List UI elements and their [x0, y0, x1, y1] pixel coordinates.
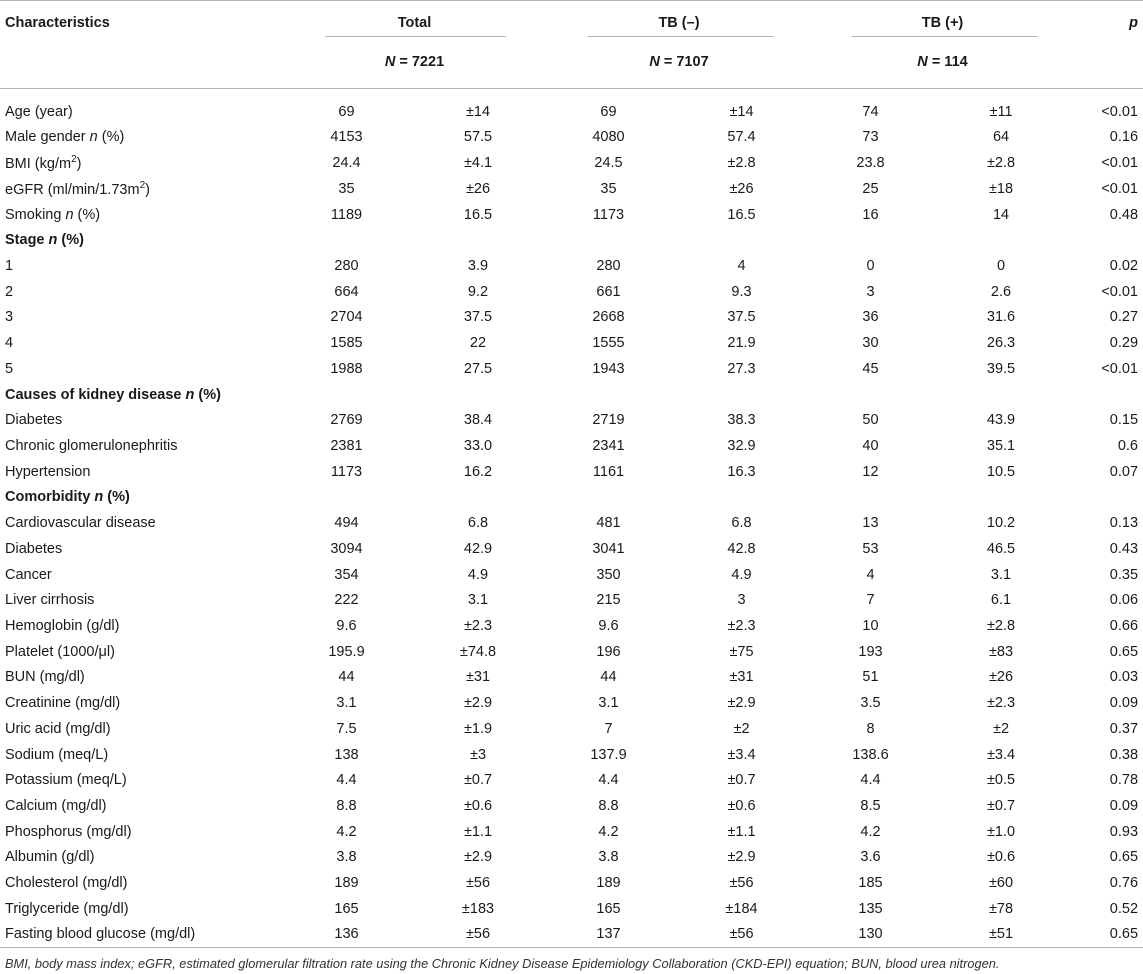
cell-value: 138.6	[852, 746, 889, 763]
row-label: Cholesterol (mg/dl)	[5, 875, 128, 892]
row-label: Diabetes	[5, 540, 63, 557]
table-row	[0, 716, 1143, 742]
cell-p-value: 0.27	[1109, 309, 1139, 326]
cell-value: ±2.3	[463, 618, 493, 635]
header-group-tb-positive-label: TB (+)	[921, 15, 964, 31]
header-group-total	[283, 1, 546, 37]
table-footnote: BMI, body mass index; eGFR, estimated glomerular filtration rate using the Chronic Kidney Disease Epidemiology Collaboration (CKD-EPI) equation; BUN, blood urea nitrogen.	[5, 956, 1000, 971]
cell-value: 1161	[592, 463, 625, 480]
cell-value: ±3	[469, 746, 487, 763]
cell-value: ±0.6	[463, 798, 493, 815]
row-label: Fasting blood glucose (mg/dl)	[5, 926, 196, 943]
cell-p-value: 0.78	[1109, 772, 1139, 789]
row-label: 4	[5, 335, 14, 352]
cell-value: 9.6	[598, 618, 619, 635]
cell-value: 195.9	[328, 643, 365, 660]
cell-value: 0	[996, 257, 1006, 274]
cell-value: 25	[862, 180, 879, 197]
cell-value: ±31	[465, 669, 491, 686]
cell-value: 40	[862, 437, 879, 454]
cell-value: ±14	[729, 103, 754, 120]
cell-value: 1173	[592, 206, 625, 223]
table-row	[0, 819, 1143, 845]
cell-value: 3.5	[860, 695, 881, 712]
cell-value: ±14	[465, 103, 491, 120]
row-label: 3	[5, 309, 14, 326]
table-row	[0, 510, 1143, 536]
cell-value: 137	[596, 926, 621, 943]
cell-value: ±83	[988, 643, 1014, 660]
cell-value: 10	[862, 618, 879, 635]
row-label: Smoking n (%)	[5, 206, 101, 223]
cell-value: 7.5	[336, 720, 357, 737]
cell-value: 130	[858, 926, 883, 943]
cell-value: 661	[596, 283, 621, 300]
table-body	[0, 89, 1143, 948]
cell-value: ±60	[988, 875, 1014, 892]
cell-value: 165	[596, 900, 621, 917]
cell-value: 2.6	[990, 283, 1012, 300]
row-label: 2	[5, 283, 14, 300]
cell-value: ±26	[465, 180, 491, 197]
table-row	[0, 279, 1143, 305]
cell-value: 4.2	[860, 823, 881, 840]
header-p-value	[1073, 1, 1143, 37]
row-label: Potassium (meq/L)	[5, 772, 127, 789]
row-label: Liver cirrhosis	[5, 592, 95, 609]
cell-value: ±0.6	[727, 798, 756, 815]
cell-value: 664	[334, 283, 359, 300]
cell-value: ±2.8	[986, 618, 1016, 635]
table-row	[0, 150, 1143, 176]
cell-value: 165	[334, 900, 359, 917]
cell-value: 14	[992, 206, 1010, 223]
cell-p-value: 0.65	[1109, 926, 1139, 943]
table-row	[0, 125, 1143, 151]
cell-value: 38.3	[727, 412, 756, 429]
cell-value: 3.6	[860, 849, 881, 866]
row-label: 5	[5, 360, 14, 377]
table-row	[0, 562, 1143, 588]
cell-p-value: 0.06	[1109, 592, 1139, 609]
cell-p-value: 0.65	[1109, 849, 1139, 866]
row-label: Cancer	[5, 566, 52, 583]
cell-value: 3.1	[467, 592, 489, 609]
table-row	[0, 202, 1143, 228]
cell-value: 3094	[330, 540, 363, 557]
cell-value: 136	[334, 926, 359, 943]
cell-value: 37.5	[727, 309, 756, 326]
cell-value: 189	[334, 875, 359, 892]
cell-value: 73	[862, 129, 879, 146]
section-row	[0, 227, 1143, 253]
header-p-label: p	[1129, 15, 1139, 31]
cell-value: 16.3	[727, 463, 756, 480]
cell-p-value: 0.66	[1109, 618, 1139, 635]
cell-value: ±1.9	[463, 720, 493, 737]
cell-value: 354	[334, 566, 359, 583]
cell-p-value: 0.09	[1109, 798, 1139, 815]
cell-value: 24.4	[332, 155, 361, 172]
cell-value: 2341	[592, 437, 625, 454]
cell-value: 43.9	[986, 412, 1016, 429]
cell-p-value: 0.16	[1109, 129, 1139, 146]
row-label: Platelet (1000/μl)	[5, 643, 115, 660]
table-row	[0, 433, 1143, 459]
row-label: Comorbidity n (%)	[5, 489, 130, 506]
cell-value: ±2.9	[463, 695, 493, 712]
table-row	[0, 253, 1143, 279]
cell-value: 1555	[592, 335, 625, 352]
cell-value: 4	[737, 257, 746, 274]
cell-value: ±184	[725, 900, 758, 917]
cell-value: 10.2	[986, 515, 1016, 532]
row-label: Chronic glomerulonephritis	[5, 437, 178, 454]
cell-value: ±2	[992, 720, 1010, 737]
table-row	[0, 690, 1143, 716]
cell-value: 9.6	[336, 618, 357, 635]
cell-value: 196	[596, 643, 621, 660]
cell-value: 16.2	[463, 463, 493, 480]
cell-value: 8	[866, 720, 875, 737]
cell-value: 37.5	[463, 309, 493, 326]
header-n-tb-negative: N = 7107	[649, 54, 709, 71]
cell-value: 3.8	[336, 849, 357, 866]
cell-value: 27.3	[727, 360, 756, 377]
cell-value: 8.8	[598, 798, 619, 815]
cell-value: ±2.9	[727, 849, 756, 866]
cell-value: 7	[866, 592, 875, 609]
cell-value: ±3.4	[727, 746, 756, 763]
cell-value: 38.4	[463, 412, 493, 429]
cell-value: 46.5	[986, 540, 1016, 557]
cell-value: 4.4	[860, 772, 881, 789]
cell-p-value: 0.37	[1109, 720, 1139, 737]
cell-value: ±18	[988, 180, 1014, 197]
cell-value: ±183	[461, 900, 495, 917]
cell-value: 35.1	[986, 437, 1016, 454]
cell-value: 3.9	[467, 257, 489, 274]
cell-value: 24.5	[594, 155, 623, 172]
cell-value: 44	[600, 669, 617, 686]
cell-value: ±78	[988, 900, 1014, 917]
cell-value: ±4.1	[463, 155, 493, 172]
cell-value: 23.8	[856, 155, 885, 172]
cell-value: 4.2	[598, 823, 619, 840]
cell-value: 51	[862, 669, 879, 686]
header-n-total: N = 7221	[384, 54, 445, 71]
cell-value: 7	[604, 720, 613, 737]
cell-value: 50	[862, 412, 879, 429]
row-label: Calcium (mg/dl)	[5, 798, 107, 815]
row-label: BUN (mg/dl)	[5, 669, 85, 686]
cell-value: ±3.4	[986, 746, 1016, 763]
cell-p-value: 0.07	[1109, 463, 1139, 480]
row-label: Hemoglobin (g/dl)	[5, 618, 120, 635]
header-group-tb-positive	[812, 1, 1073, 37]
cell-p-value: <0.01	[1101, 180, 1139, 197]
cell-value: 189	[596, 875, 621, 892]
cell-value: 12	[862, 463, 879, 480]
cell-value: 27.5	[463, 360, 493, 377]
cell-value: ±0.7	[727, 772, 756, 789]
cell-value: 30	[862, 335, 879, 352]
cell-value: 8.8	[336, 798, 357, 815]
cell-value: 280	[596, 257, 621, 274]
cell-value: ±0.5	[986, 772, 1016, 789]
table-row	[0, 305, 1143, 331]
cell-value: 193	[858, 643, 883, 660]
cell-value: 350	[596, 566, 621, 583]
cell-value: 35	[338, 180, 355, 197]
header-group-tb-negative-label: TB (–)	[658, 15, 700, 31]
cell-value: 1988	[330, 360, 363, 377]
cell-p-value: 0.65	[1109, 643, 1139, 660]
table-row	[0, 665, 1143, 691]
cell-value: 44	[338, 669, 355, 686]
row-label: Albumin (g/dl)	[5, 849, 95, 866]
cell-value: 4.9	[467, 566, 489, 583]
table-row	[0, 356, 1143, 382]
cell-value: 481	[596, 515, 621, 532]
cell-value: 494	[334, 515, 359, 532]
table-row	[0, 767, 1143, 793]
cell-p-value: 0.48	[1109, 206, 1139, 223]
cell-value: ±26	[988, 669, 1014, 686]
cell-value: 6.1	[990, 592, 1012, 609]
table-row	[0, 845, 1143, 871]
cell-value: 69	[338, 103, 355, 120]
cell-value: 222	[334, 592, 359, 609]
cell-value: ±51	[988, 926, 1014, 943]
cell-value: ±26	[729, 180, 754, 197]
cell-p-value: 0.09	[1109, 695, 1139, 712]
row-label: Uric acid (mg/dl)	[5, 720, 111, 737]
cell-value: 42.9	[463, 540, 493, 557]
cell-value: 35	[600, 180, 617, 197]
cell-value: 138	[334, 746, 359, 763]
cell-value: 57.4	[727, 129, 756, 146]
row-label: Age (year)	[5, 103, 73, 120]
cell-value: ±11	[989, 103, 1013, 120]
table-row	[0, 742, 1143, 768]
row-label: Sodium (meq/L)	[5, 746, 109, 763]
cell-value: 1943	[592, 360, 625, 377]
cell-value: ±2.8	[727, 155, 756, 172]
cell-p-value: 0.03	[1109, 669, 1139, 686]
table-row	[0, 613, 1143, 639]
cell-value: ±0.7	[463, 772, 493, 789]
table-row	[0, 870, 1143, 896]
header-n-tb-positive: N = 114	[917, 54, 968, 71]
row-label: Male gender n (%)	[5, 129, 125, 146]
cell-value: 16.5	[463, 206, 493, 223]
row-label: Causes of kidney disease n (%)	[5, 386, 221, 403]
row-label: Creatinine (mg/dl)	[5, 695, 121, 712]
cell-value: 1173	[330, 463, 363, 480]
row-label: eGFR $(ml/\min/1.73m^2)$	[5, 179, 150, 198]
cell-value: 31.6	[986, 309, 1016, 326]
cell-value: 3041	[592, 540, 625, 557]
header-characteristics: Characteristics	[5, 15, 110, 31]
cell-value: 6.8	[731, 515, 752, 532]
cell-value: ±2.8	[986, 155, 1016, 172]
cell-value: ±1.1	[463, 823, 493, 840]
cell-value: 26.3	[986, 335, 1016, 352]
cell-value: 135	[858, 900, 883, 917]
cell-value: 2704	[330, 309, 363, 326]
table-row	[0, 459, 1143, 485]
cell-value: ±0.6	[986, 849, 1016, 866]
cell-value: 9.3	[731, 283, 752, 300]
cell-p-value: <0.01	[1101, 360, 1139, 377]
cell-value: 1585	[330, 335, 363, 352]
row-label: Cardiovascular disease	[5, 515, 156, 532]
row-label: Phosphorus (mg/dl)	[5, 823, 132, 840]
cell-value: 6.8	[467, 515, 489, 532]
cell-value: ±74.8	[459, 643, 497, 660]
cell-value: 16	[862, 206, 879, 223]
cell-p-value: <0.01	[1101, 103, 1139, 120]
cell-value: 69	[600, 103, 617, 120]
row-label: BMI $(kg/m^2)$	[5, 154, 82, 172]
cell-value: 4080	[592, 129, 625, 146]
cell-p-value: 0.6	[1117, 437, 1139, 454]
cell-value: 33.0	[463, 437, 493, 454]
row-label: 1	[5, 257, 14, 274]
cell-value: ±56	[729, 926, 754, 943]
cell-value: 21.9	[727, 335, 756, 352]
section-row	[0, 382, 1143, 408]
row-label: Hypertension	[5, 463, 91, 480]
cell-value: 185	[858, 875, 883, 892]
row-label: Diabetes	[5, 412, 63, 429]
cell-value: 57.5	[463, 129, 493, 146]
row-label: Stage n (%)	[5, 232, 84, 249]
cell-p-value: 0.52	[1109, 900, 1139, 917]
cell-value: 2719	[592, 412, 625, 429]
cell-value: 64	[992, 129, 1010, 146]
cell-p-value: 0.93	[1109, 823, 1139, 840]
cell-value: 9.2	[467, 283, 489, 300]
cell-value: ±2.3	[986, 695, 1016, 712]
cell-p-value: 0.15	[1109, 412, 1139, 429]
table-row	[0, 330, 1143, 356]
table-row	[0, 896, 1143, 922]
cell-value: ±1.1	[727, 823, 756, 840]
cell-value: 32.9	[727, 437, 756, 454]
cell-p-value: 0.38	[1109, 746, 1139, 763]
cell-value: 2769	[330, 412, 363, 429]
cell-value: 10.5	[986, 463, 1016, 480]
cell-p-value: 0.35	[1109, 566, 1139, 583]
cell-p-value: 0.29	[1109, 335, 1139, 352]
table-row	[0, 176, 1143, 202]
cell-value: ±56	[465, 926, 491, 943]
cell-p-value: 0.13	[1109, 515, 1139, 532]
cell-value: ±2	[733, 720, 750, 737]
cell-value: 8.5	[860, 798, 881, 815]
table-row	[0, 922, 1143, 948]
cell-value: ±2.9	[727, 695, 756, 712]
cell-value: ±56	[465, 875, 491, 892]
cell-value: 45	[862, 360, 879, 377]
section-row	[0, 485, 1143, 511]
table-row	[0, 407, 1143, 433]
cell-value: ±56	[729, 875, 754, 892]
cell-value: ±0.7	[986, 798, 1016, 815]
cell-value: 13	[862, 515, 879, 532]
cell-p-value: <0.01	[1101, 283, 1139, 300]
cell-value: ±75	[729, 643, 754, 660]
table-row	[0, 536, 1143, 562]
cell-p-value: 0.76	[1109, 875, 1139, 892]
cell-value: ±2.9	[463, 849, 493, 866]
row-label: Triglyceride (mg/dl)	[5, 900, 129, 917]
cell-value: 4153	[330, 129, 363, 146]
table-row	[0, 639, 1143, 665]
cell-value: 36	[862, 309, 879, 326]
cell-value: 3.1	[336, 695, 357, 712]
cell-value: 3.1	[990, 566, 1012, 583]
cell-value: 3	[866, 283, 875, 300]
cell-value: ±31	[729, 669, 754, 686]
header-group-tb-negative	[546, 1, 812, 37]
cell-value: 53	[862, 540, 879, 557]
cell-value: 4.4	[336, 772, 357, 789]
cell-value: 74	[862, 103, 879, 120]
table-row	[0, 793, 1143, 819]
cell-value: 4	[866, 566, 875, 583]
cell-value: ±2.3	[727, 618, 756, 635]
cell-value: 2381	[330, 437, 363, 454]
cell-p-value: 0.43	[1109, 540, 1139, 557]
table-row	[0, 587, 1143, 613]
cell-value: 3	[737, 592, 746, 609]
cell-value: 2668	[592, 309, 625, 326]
cell-p-value: <0.01	[1101, 155, 1139, 172]
cell-value: 4.2	[336, 823, 357, 840]
cell-value: ±1.0	[986, 823, 1016, 840]
table-row	[0, 89, 1143, 125]
cell-value: 3.1	[598, 695, 619, 712]
cell-value: 4.9	[731, 566, 752, 583]
cell-value: 3.8	[598, 849, 619, 866]
cell-value: 42.8	[727, 540, 756, 557]
header-group-total-label: Total	[397, 15, 432, 31]
cell-value: 0	[866, 257, 875, 274]
cell-value: 1189	[330, 206, 363, 223]
cell-value: 22	[469, 335, 487, 352]
cell-value: 16.5	[727, 206, 756, 223]
cell-value: 39.5	[986, 360, 1016, 377]
cell-value: 137.9	[590, 746, 627, 763]
cell-value: 280	[334, 257, 359, 274]
cell-p-value: 0.02	[1109, 257, 1139, 274]
cell-value: 215	[596, 592, 621, 609]
cell-value: 4.4	[598, 772, 619, 789]
